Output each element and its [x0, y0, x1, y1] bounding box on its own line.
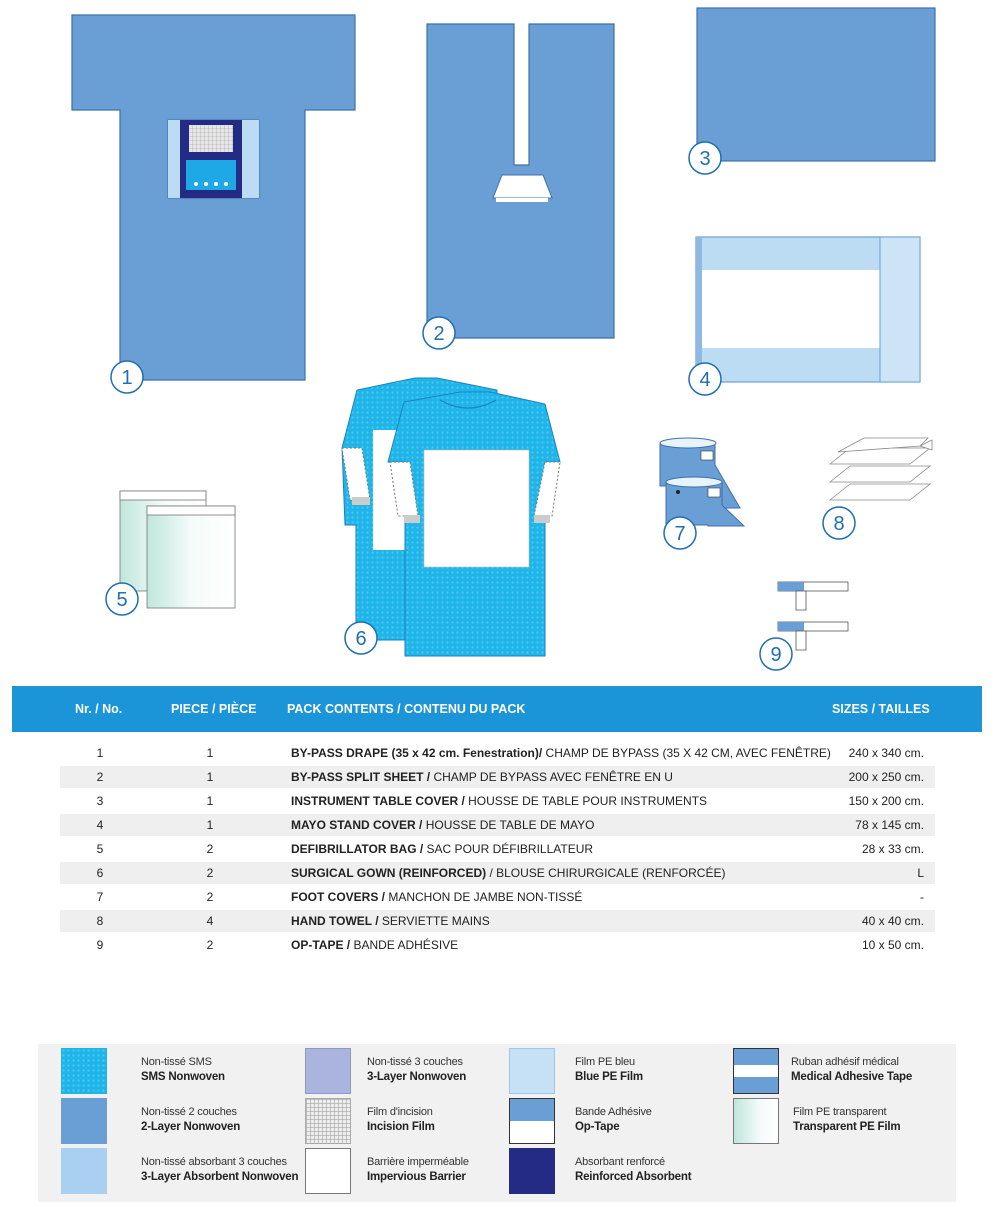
legend-label-en: Op-Tape	[575, 1121, 620, 1133]
legend-label-fr: Ruban adhésif médical	[791, 1056, 899, 1068]
row-name-en: SURGICAL GOWN (REINFORCED)	[291, 866, 487, 880]
row-size: L	[917, 866, 924, 880]
row-contents	[291, 890, 582, 904]
row-piece-count: 2	[206, 938, 214, 952]
row-contents	[291, 938, 458, 952]
row-size: 28 x 33 cm.	[861, 842, 924, 856]
row-name-en: DEFIBRILLATOR BAG /	[291, 842, 424, 856]
legend-label-fr: Absorbant renforcé	[575, 1156, 665, 1168]
badge-9	[760, 638, 792, 670]
legend-swatch	[509, 1098, 555, 1144]
legend-swatch	[305, 1048, 351, 1094]
header-contents: PACK CONTENTS / CONTENU DU PACK	[287, 702, 526, 716]
legend-label-fr: Non-tissé 3 couches	[367, 1056, 463, 1068]
row-name-en: OP-TAPE /	[291, 938, 351, 952]
legend-swatch	[733, 1048, 779, 1094]
row-name-en: INSTRUMENT TABLE COVER /	[291, 794, 465, 808]
legend-swatch	[733, 1098, 779, 1144]
row-name-fr: BANDE ADHÉSIVE	[350, 938, 459, 952]
badge-8	[823, 507, 855, 539]
row-contents	[291, 914, 490, 928]
row-size: 40 x 40 cm.	[861, 914, 924, 928]
legend-label-en: 3-Layer Absorbent Nonwoven	[141, 1171, 299, 1183]
svg-text:9: 9	[770, 644, 782, 666]
badge-3	[689, 142, 721, 174]
row-piece-count: 1	[206, 746, 214, 760]
legend-label-fr: Barrière imperméable	[367, 1156, 469, 1168]
legend-swatch	[61, 1148, 107, 1194]
table-row	[0, 838, 1000, 860]
header-sizes: SIZES / TAILLES	[832, 702, 930, 716]
legend-text	[575, 1156, 691, 1183]
row-name-fr: HOUSSE DE TABLE DE MAYO	[422, 818, 595, 832]
row-number: 9	[96, 938, 104, 952]
header-piece: PIECE / PIÈCE	[171, 702, 257, 716]
legend-label-en: SMS Nonwoven	[141, 1071, 225, 1083]
legend-swatch	[509, 1048, 555, 1094]
row-number: 7	[96, 890, 104, 904]
legend-text	[367, 1156, 469, 1183]
legend-label-en: Incision Film	[367, 1121, 435, 1133]
legend-label-en: Medical Adhesive Tape	[791, 1071, 913, 1083]
row-name-fr: MANCHON DE JAMBE NON-TISSÉ	[385, 890, 583, 904]
row-piece-count: 1	[206, 818, 214, 832]
row-name-en: BY-PASS DRAPE (35 x 42 cm. Fenestration)/	[291, 746, 543, 760]
row-piece-count: 1	[206, 794, 214, 808]
defibrillator-bag-illustration	[120, 491, 235, 608]
row-name-fr: CHAMP DE BYPASS AVEC FENÊTRE EN U	[430, 770, 673, 784]
row-number: 3	[96, 794, 104, 808]
legend-label-en: Blue PE Film	[575, 1071, 643, 1083]
row-size: 150 x 200 cm.	[848, 794, 924, 808]
header-nr: Nr. / No.	[75, 702, 123, 716]
legend-label-fr: Non-tissé absorbant 3 couches	[141, 1156, 287, 1168]
table-row	[0, 790, 1000, 812]
surgical-gown-illustration	[342, 378, 560, 656]
svg-text:2: 2	[433, 323, 445, 345]
legend-swatch	[305, 1098, 351, 1144]
split-sheet-illustration	[427, 24, 614, 338]
mayo-cover-illustration	[696, 237, 920, 382]
legend-label-fr: Non-tissé 2 couches	[141, 1106, 237, 1118]
row-name-fr: HOUSSE DE TABLE POUR INSTRUMENTS	[464, 794, 708, 808]
svg-text:8: 8	[833, 513, 845, 535]
row-contents	[291, 770, 673, 784]
legend-text	[141, 1056, 225, 1083]
table-row	[0, 742, 1000, 764]
foot-covers-illustration	[660, 438, 744, 526]
legend-label-en: Transparent PE Film	[793, 1121, 901, 1133]
table-row	[0, 862, 1000, 884]
legend-text	[367, 1056, 466, 1083]
row-piece-count: 1	[206, 770, 214, 784]
legend-text	[791, 1056, 912, 1083]
badge-4	[689, 363, 721, 395]
row-size: 240 x 340 cm.	[848, 746, 924, 760]
row-number: 5	[96, 842, 104, 856]
svg-text:5: 5	[116, 589, 128, 611]
bypass-drape-illustration	[72, 15, 355, 380]
legend-text	[575, 1056, 643, 1083]
row-contents	[291, 866, 725, 880]
row-number: 6	[96, 866, 104, 880]
row-contents	[291, 794, 707, 808]
legend-swatch	[61, 1098, 107, 1144]
legend-swatch	[509, 1148, 555, 1194]
legend-text	[575, 1106, 652, 1133]
legend-text	[367, 1106, 435, 1133]
op-tape-illustration	[778, 582, 848, 650]
row-name-en: FOOT COVERS /	[291, 890, 386, 904]
legend-label-en: Impervious Barrier	[367, 1171, 466, 1183]
hand-towel-illustration	[830, 438, 932, 500]
row-contents	[291, 818, 594, 832]
legend-swatch	[61, 1048, 107, 1094]
legend-label-en: 2-Layer Nonwoven	[141, 1121, 241, 1133]
row-piece-count: 2	[206, 890, 214, 904]
row-contents	[291, 842, 593, 856]
legend-text	[141, 1156, 298, 1183]
row-name-en: MAYO STAND COVER /	[291, 818, 423, 832]
row-name-fr: SERVIETTE MAINS	[378, 914, 490, 928]
legend-label-en: 3-Layer Nonwoven	[367, 1071, 467, 1083]
row-name-en: HAND TOWEL /	[291, 914, 379, 928]
legend-label-en: Reinforced Absorbent	[575, 1171, 692, 1183]
badge-2	[423, 317, 455, 349]
svg-text:7: 7	[674, 523, 686, 545]
svg-text:6: 6	[355, 628, 367, 650]
row-size: 10 x 50 cm.	[861, 938, 924, 952]
legend-text	[141, 1106, 240, 1133]
legend-swatch	[305, 1148, 351, 1194]
table-row	[0, 814, 1000, 836]
row-number: 1	[96, 746, 104, 760]
legend-text	[793, 1106, 900, 1133]
badge-7	[664, 517, 696, 549]
row-name-fr: / BLOUSE CHIRURGICALE (RENFORCÉE)	[486, 866, 726, 880]
table-header	[12, 686, 982, 732]
table-row	[0, 886, 1000, 908]
svg-text:4: 4	[699, 369, 711, 391]
row-piece-count: 4	[206, 914, 214, 928]
badge-1	[111, 361, 143, 393]
material-legend	[38, 1044, 956, 1202]
row-piece-count: 2	[206, 866, 214, 880]
table-row	[0, 766, 1000, 788]
row-number: 8	[96, 914, 104, 928]
row-number: 2	[96, 770, 104, 784]
row-name-en: BY-PASS SPLIT SHEET /	[291, 770, 431, 784]
badge-5	[106, 583, 138, 615]
legend-label-fr: Non-tissé SMS	[141, 1056, 212, 1068]
row-contents	[291, 746, 831, 760]
row-name-fr: CHAMP DE BYPASS (35 X 42 CM, AVEC FENÊTRE)	[542, 746, 831, 760]
row-size: -	[920, 890, 924, 904]
row-size: 78 x 145 cm.	[855, 818, 924, 832]
row-number: 4	[96, 818, 104, 832]
legend-label-fr: Film PE bleu	[575, 1056, 635, 1068]
legend-label-fr: Film PE transparent	[793, 1106, 887, 1118]
badge-6	[345, 622, 377, 654]
svg-text:1: 1	[121, 367, 133, 389]
row-name-fr: SAC POUR DÉFIBRILLATEUR	[423, 842, 594, 856]
row-size: 200 x 250 cm.	[848, 770, 924, 784]
table-row	[0, 934, 1000, 956]
svg-text:3: 3	[699, 148, 711, 170]
legend-label-fr: Film d'incision	[367, 1106, 433, 1118]
table-row	[0, 910, 1000, 932]
table-cover-illustration	[697, 8, 935, 161]
legend-label-fr: Bande Adhésive	[575, 1106, 652, 1118]
row-piece-count: 2	[206, 842, 214, 856]
